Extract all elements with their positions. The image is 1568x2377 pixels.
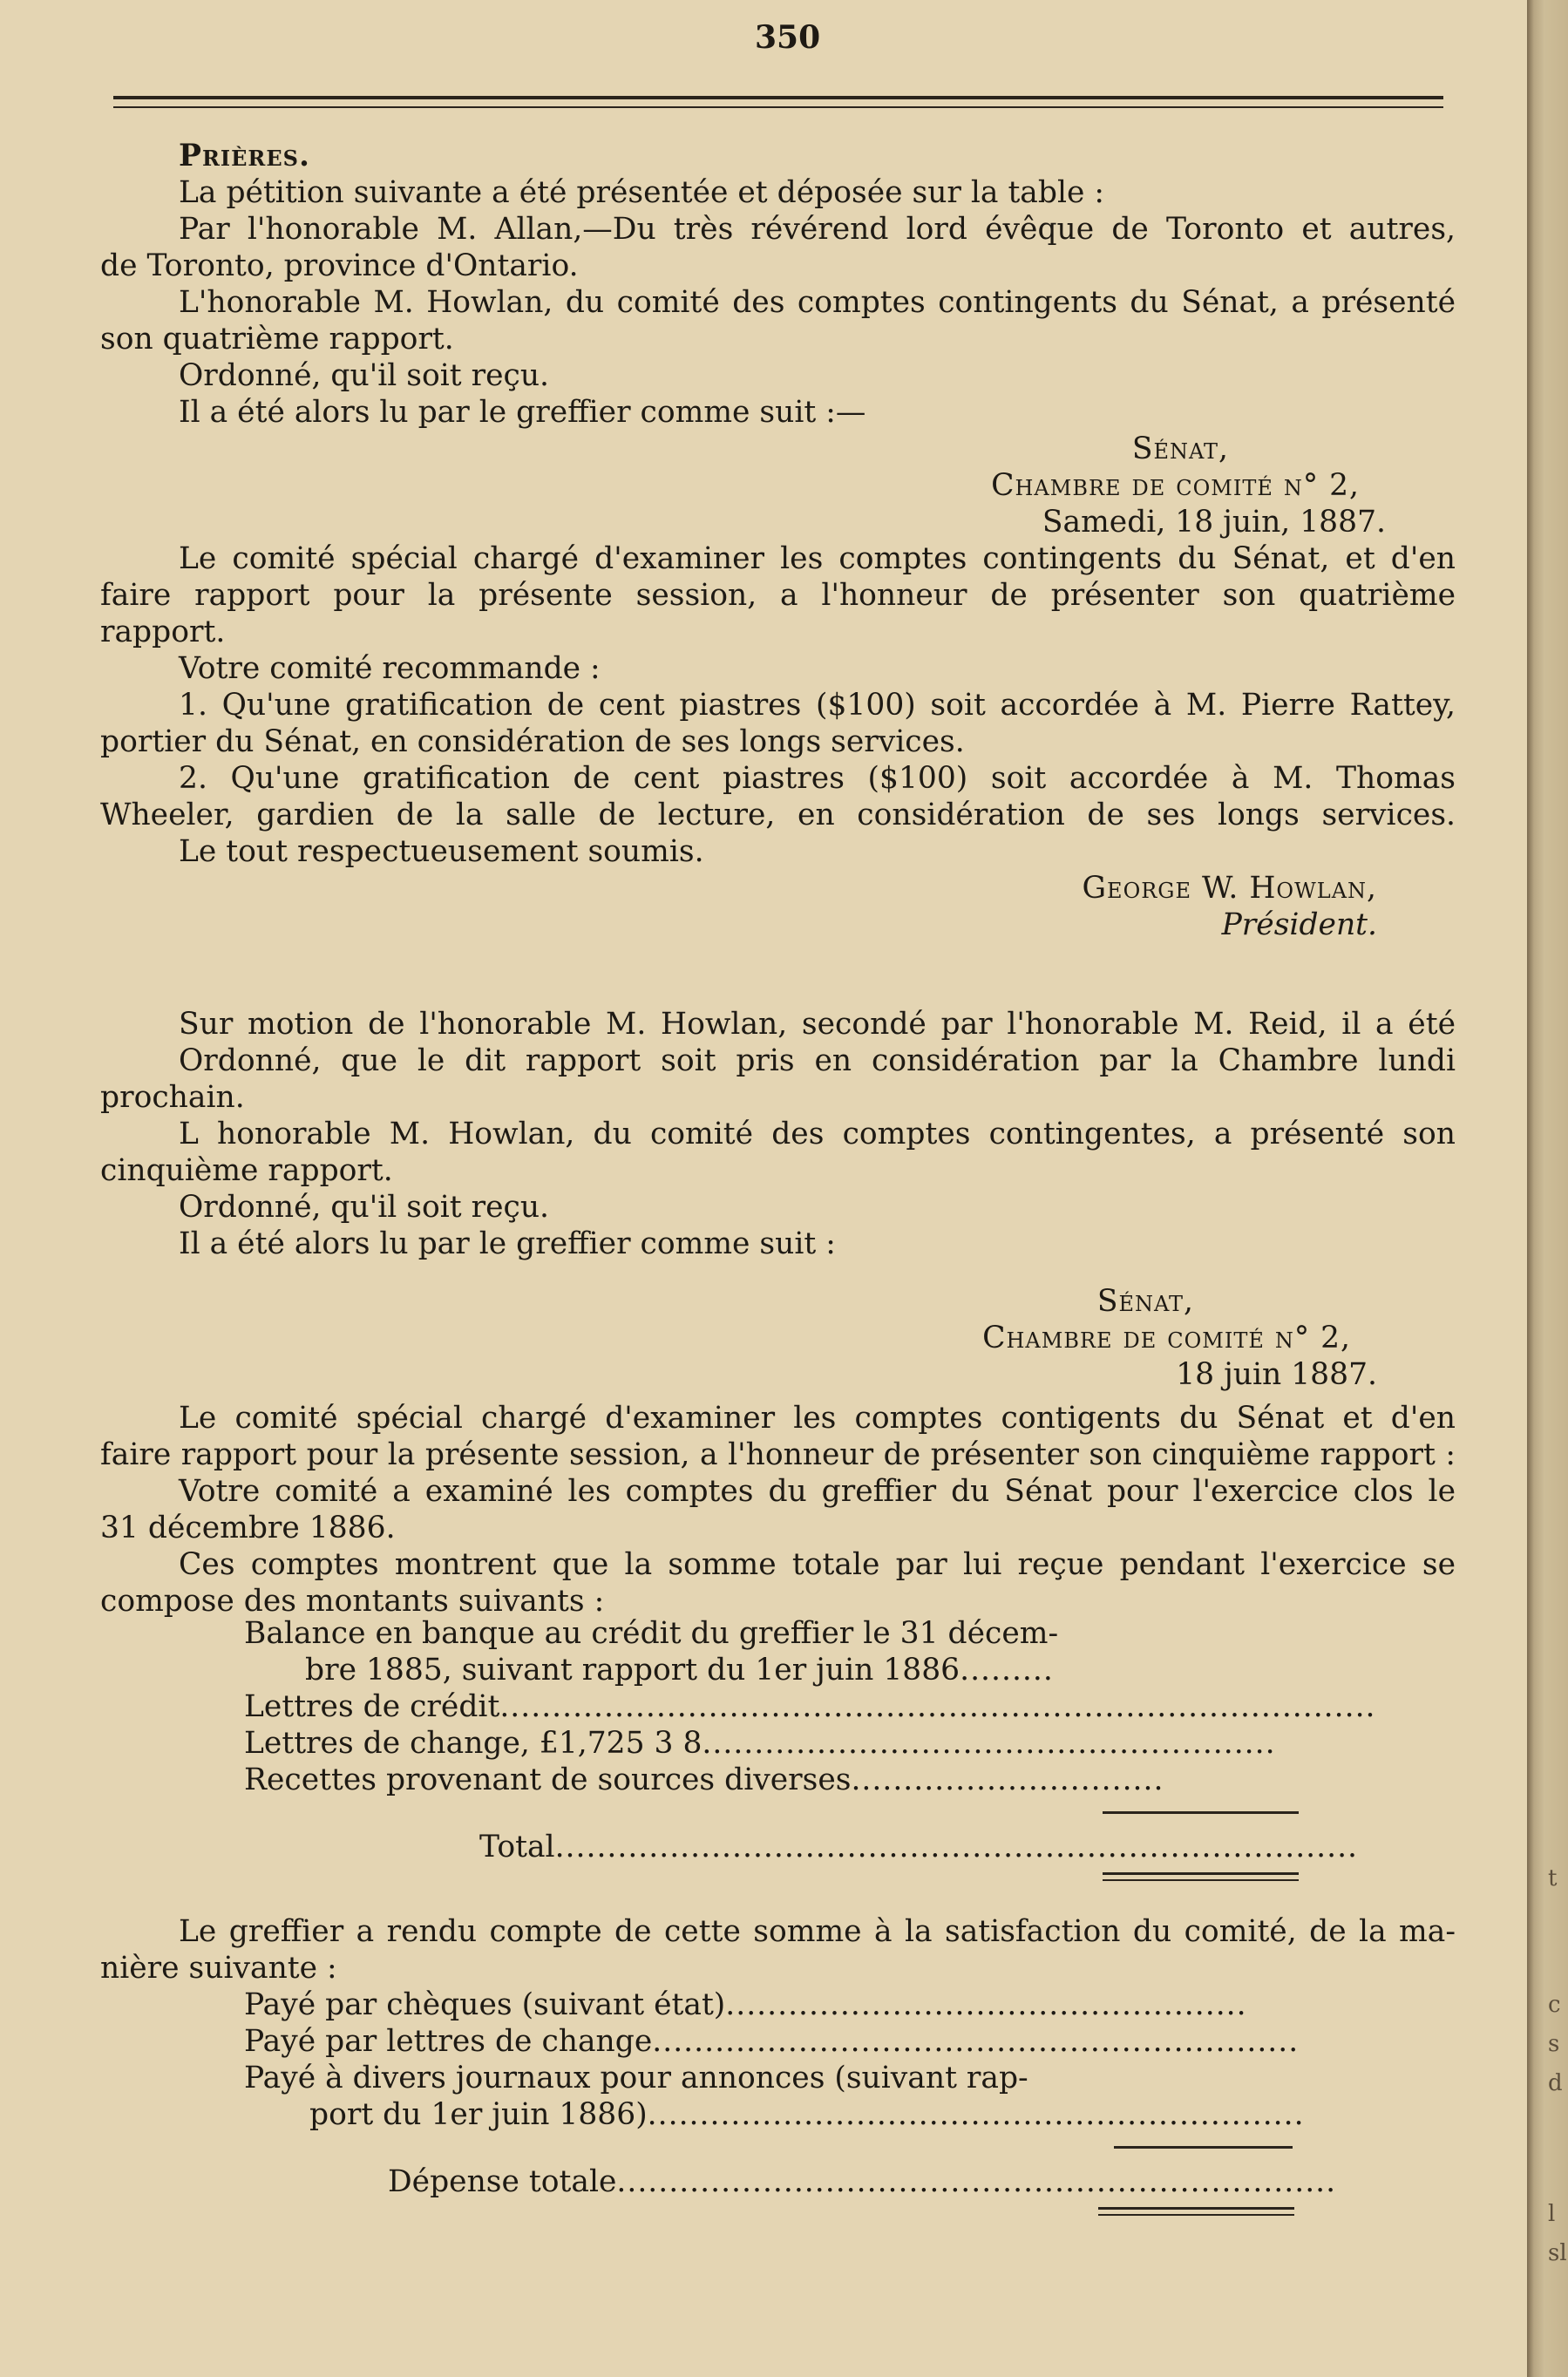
edge-mark: sl [1548, 2240, 1567, 2266]
paragraph-line: L'honorable M. Howlan, du comité des comptes contingents du Sénat, a présenté [179, 285, 1456, 320]
paragraph: Votre comité recommande : [179, 651, 601, 686]
text-block-fifth-report [100, 1006, 1456, 1620]
report-header-senat: Sénat, [1096, 1284, 1194, 1319]
facing-page-edge [1527, 0, 1568, 2377]
total-double-rule [1103, 1879, 1299, 1881]
paragraph-line: Le greffier a rendu compte de cette somme à la satisfaction du comité, de la ma- [179, 1914, 1456, 1949]
header-rule-thick [113, 96, 1443, 99]
ledger-label: Lettres de crédit [244, 1689, 500, 1724]
edge-mark: c [1548, 1992, 1561, 2018]
ledger-label: bre 1885, suivant rapport du 1er juin 1886 [305, 1653, 960, 1688]
paragraph-line: compose des montants suivants : [100, 1584, 605, 1619]
report-header-date: 18 juin 1887. [1176, 1357, 1377, 1392]
page-number: 350 [755, 19, 821, 56]
paragraph-line: faire rapport pour la présente session, a l'honneur de présenter son cinquième rapport : [100, 1437, 1456, 1472]
paragraph: Ordonné, qu'il soit reçu. [179, 358, 550, 393]
paragraph-line: Ces comptes montrent que la somme totale par lui reçue pendant l'exercice se [179, 1547, 1456, 1582]
ledger-total-line: Dépense totale..................................................................... [388, 2164, 1337, 2199]
ledger-total-label: Total [479, 1830, 555, 1864]
signature-title: Président. [1221, 907, 1377, 942]
paragraph-line: L honorable M. Howlan, du comité des comptes contingentes, a présenté son [179, 1117, 1456, 1151]
paragraph-line: faire rapport pour la présente session, a l'honneur de présenter son quatrième [100, 578, 1456, 613]
paragraph: Il a été alors lu par le greffier comme suit : [179, 1226, 836, 1261]
report-header-date: Samedi, 18 juin, 1887. [1042, 505, 1386, 540]
paragraph-line: 31 décembre 1886. [100, 1511, 396, 1545]
paragraph-line: 2. Qu'une gratification de cent piastres ($100) soit accordée à M. Thomas [179, 761, 1456, 796]
paragraph-line: 1. Qu'une gratification de cent piastres ($100) soit accordée à M. Pierre Rattey, [179, 688, 1456, 723]
ledger-label: Lettres de change, £1,725 3 8 [244, 1726, 703, 1761]
paragraph-line: Ordonné, que le dit rapport soit pris en considération par la Chambre lundi [179, 1043, 1456, 1078]
report-header-chamber: Chambre de comité n° 2, [991, 468, 1360, 503]
signature-name: George W. Howlan, [1082, 871, 1377, 906]
paragraph-line: rapport. [100, 615, 226, 649]
text-block-expenditure [100, 1913, 1456, 1986]
paragraph-line: Sur motion de l'honorable M. Howlan, secondé par l'honorable M. Reid, il a été [179, 1007, 1456, 1042]
report-header-chamber: Chambre de comité n° 2, [982, 1321, 1351, 1355]
ledger-label: port du 1er juin 1886) [309, 2097, 648, 2132]
ledger-line: Payé à divers journaux pour annonces (suivant rap- [244, 2061, 1028, 2095]
ledger-line: Balance en banque au crédit du greffier le 31 décem- [244, 1616, 1059, 1651]
ledger-total-line: Total............................................................................. [479, 1830, 1359, 1864]
paragraph-line: de Toronto, province d'Ontario. [100, 248, 579, 283]
paragraph: Il a été alors lu par le greffier comme suit :— [179, 395, 866, 430]
ledger-line: bre 1885, suivant rapport du 1er juin 1886......... [305, 1653, 1054, 1688]
paragraph: Ordonné, qu'il soit reçu. [179, 1190, 550, 1225]
edge-mark: t [1548, 1865, 1558, 1891]
ledger-line: Lettres de change, £1,725 3 8....................................................... [244, 1726, 1276, 1761]
paragraph-line: portier du Sénat, en considération de ses longs services. [100, 724, 965, 759]
sum-rule [1114, 2146, 1293, 2149]
paragraph-line: Par l'honorable M. Allan,—Du très révérend lord évêque de Toronto et autres, [179, 212, 1456, 247]
header-rule-thin [113, 106, 1443, 108]
ledger-line: port du 1er juin 1886)............................................................... [309, 2097, 1305, 2132]
ledger-label: Payé par chèques (suivant état) [244, 1987, 726, 2022]
edge-mark: d [1548, 2070, 1563, 2096]
section-heading: Prières. [179, 139, 310, 173]
paragraph-line: son quatrième rapport. [100, 322, 454, 357]
paragraph: La pétition suivante a été présentée et déposée sur la table : [179, 175, 1105, 210]
ledger-label: Payé par lettres de change [244, 2024, 653, 2059]
paragraph-line: nière suivante : [100, 1951, 337, 1986]
edge-mark: s [1548, 2031, 1560, 2057]
paragraph-line: prochain. [100, 1080, 245, 1115]
total-double-rule [1103, 1872, 1299, 1875]
edge-mark: l [1548, 2201, 1556, 2227]
paragraph-line: Le comité spécial chargé d'examiner les comptes contingents du Sénat, et d'en [179, 541, 1456, 576]
paragraph-line: Wheeler, gardien de la salle de lecture, en considération de ses longs services. [100, 798, 1456, 832]
paragraph: Le tout respectueusement soumis. [179, 834, 704, 869]
paragraph-line: cinquième rapport. [100, 1153, 393, 1188]
paragraph-line: Le comité spécial chargé d'examiner les comptes contigents du Sénat et d'en [179, 1401, 1456, 1436]
total-double-rule [1098, 2207, 1294, 2210]
sum-rule [1103, 1811, 1299, 1814]
ledger-line: Lettres de crédit.................................................................................... [244, 1689, 1376, 1724]
ledger-line: Payé par lettres de change.............................................................. [244, 2024, 1300, 2059]
paragraph-line: Votre comité a examiné les comptes du greffier du Sénat pour l'exercice clos le [179, 1474, 1456, 1509]
ledger-line: Recettes provenant de sources diverses.............................. [244, 1762, 1164, 1797]
ledger-line: Payé par chèques (suivant état).................................................. [244, 1987, 1247, 2022]
ledger-label: Recettes provenant de sources diverses [244, 1762, 852, 1797]
total-double-rule [1098, 2214, 1294, 2216]
ledger-total-label: Dépense totale [388, 2164, 617, 2199]
text-block-prayers [100, 138, 1456, 943]
report-header-senat: Sénat, [1131, 431, 1229, 466]
